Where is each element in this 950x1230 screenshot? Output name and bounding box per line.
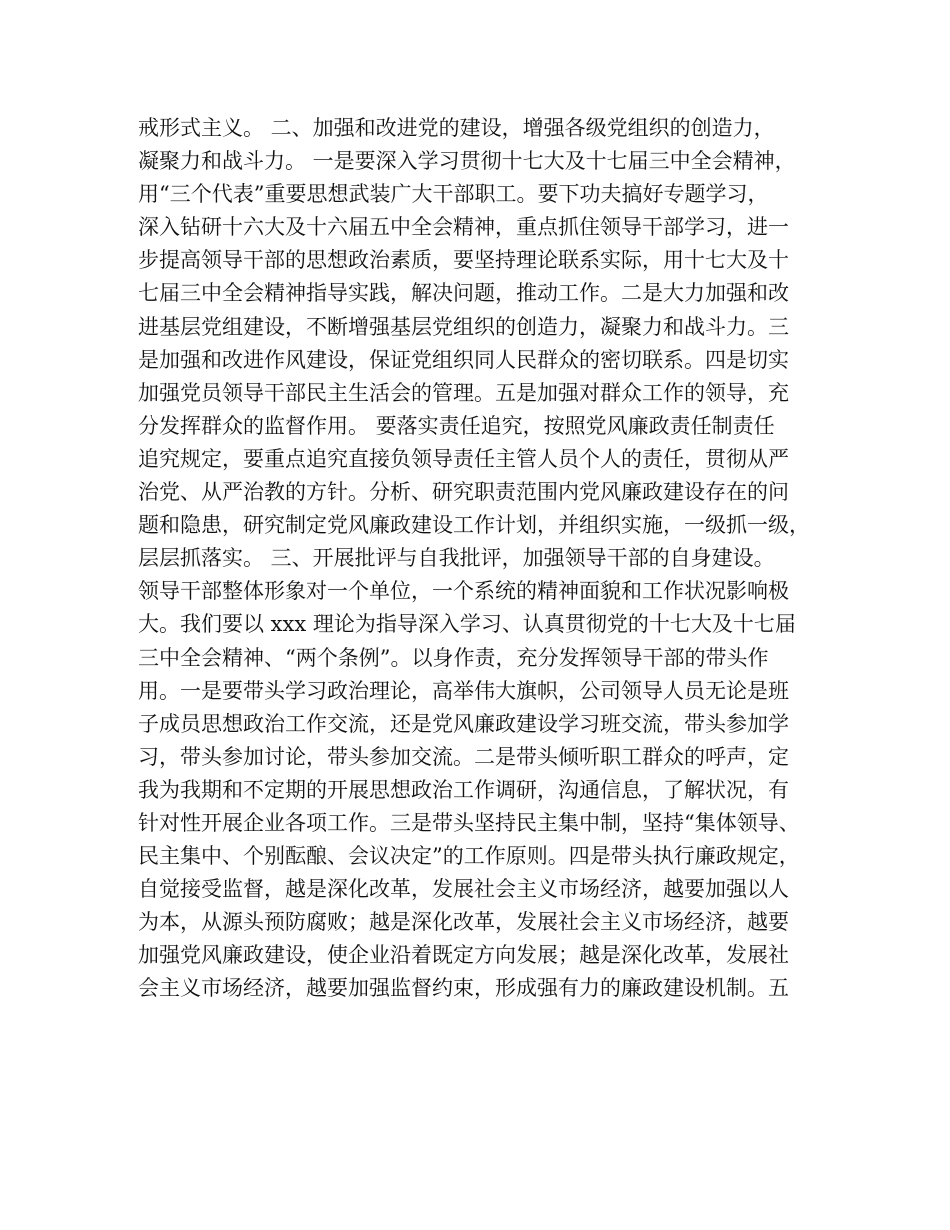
text-line: 深入钻研十六大及十六届五中全会精神，重点抓住领导干部学习，进一 — [138, 215, 789, 240]
text-line: 凝聚力和战斗力。 一是要深入学习贯彻十七大及十七届三中全会精神， — [138, 149, 796, 174]
text-line: 步提高领导干部的思想政治素质，要坚持理论联系实际，用十七大及十 — [138, 248, 789, 273]
text-line: 民主集中、个别酝酿、会议决定”的工作原则。四是带头执行廉政规定， — [138, 844, 800, 869]
text-line: 领导干部整体形象对一个单位，一个系统的精神面貌和工作状况影响极 — [138, 579, 789, 604]
text-line: 戒形式主义。 二、加强和改进党的建设，增强各级党组织的创造力， — [138, 116, 775, 140]
text-line: 三中全会精神、“两个条例”。以身作责，充分发挥领导干部的带头作 — [138, 645, 769, 670]
text-line: 会主义市场经济，越要加强监督约束，形成强有力的廉政建设机制。五 — [138, 976, 789, 1001]
text-line: 七届三中全会精神指导实践，解决问题，推动工作。二是大力加强和改 — [138, 281, 789, 306]
text-line: 加强党员领导干部民主生活会的管理。五是加强对群众工作的领导，充 — [138, 380, 789, 405]
text-line: 针对性开展企业各项工作。三是带头坚持民主集中制，坚持“集体领导、 — [138, 810, 800, 835]
text-line: 治党、从严治教的方针。分析、研究职责范围内党风廉政建设存在的问 — [138, 480, 789, 505]
text-line: 层层抓落实。 三、开展批评与自我批评，加强领导干部的自身建设。 — [138, 546, 775, 571]
text-line: 追究规定，要重点追究直接负领导责任主管人员个人的责任，贯彻从严 — [138, 446, 789, 471]
text-line: 用“三个代表”重要思想武装广大干部职工。要下功夫搞好专题学习， — [138, 182, 769, 207]
text-line: 为本，从源头预防腐败；越是深化改革，发展社会主义市场经济，越要 — [138, 910, 789, 935]
text-line: 分发挥群众的监督作用。 要落实责任追究，按照党风廉政责任制责任 — [138, 413, 775, 438]
text-line: 是加强和改进作风建设，保证党组织同人民群众的密切联系。四是切实 — [138, 347, 789, 372]
text-line: 我为我期和不定期的开展思想政治工作调研，沟通信息，了解状况，有 — [138, 777, 789, 802]
body-text — [138, 112, 828, 1006]
text-line: 自觉接受监督，越是深化改革，发展社会主义市场经济，越要加强以人 — [138, 877, 789, 902]
text-line: 习，带头参加讨论，带头参加交流。二是带头倾听职工群众的呼声，定 — [138, 744, 789, 769]
text-line: 用。一是要带头学习政治理论，高举伟大旗帜，公司领导人员无论是班 — [138, 678, 789, 703]
text-line: 子成员思想政治工作交流，还是党风廉政建设学习班交流，带头参加学 — [138, 711, 789, 736]
text-line: 大。我们要以 xxx 理论为指导深入学习、认真贯彻党的十七大及十七届 — [138, 612, 796, 637]
text-line: 加强党风廉政建设，使企业沿着既定方向发展；越是深化改革，发展社 — [138, 943, 789, 968]
text-line: 题和隐患，研究制定党风廉政建设工作计划，并组织实施，一级抓一级， — [138, 513, 810, 538]
text-line: 进基层党组建设，不断增强基层党组织的创造力，凝聚力和战斗力。三 — [138, 314, 789, 339]
